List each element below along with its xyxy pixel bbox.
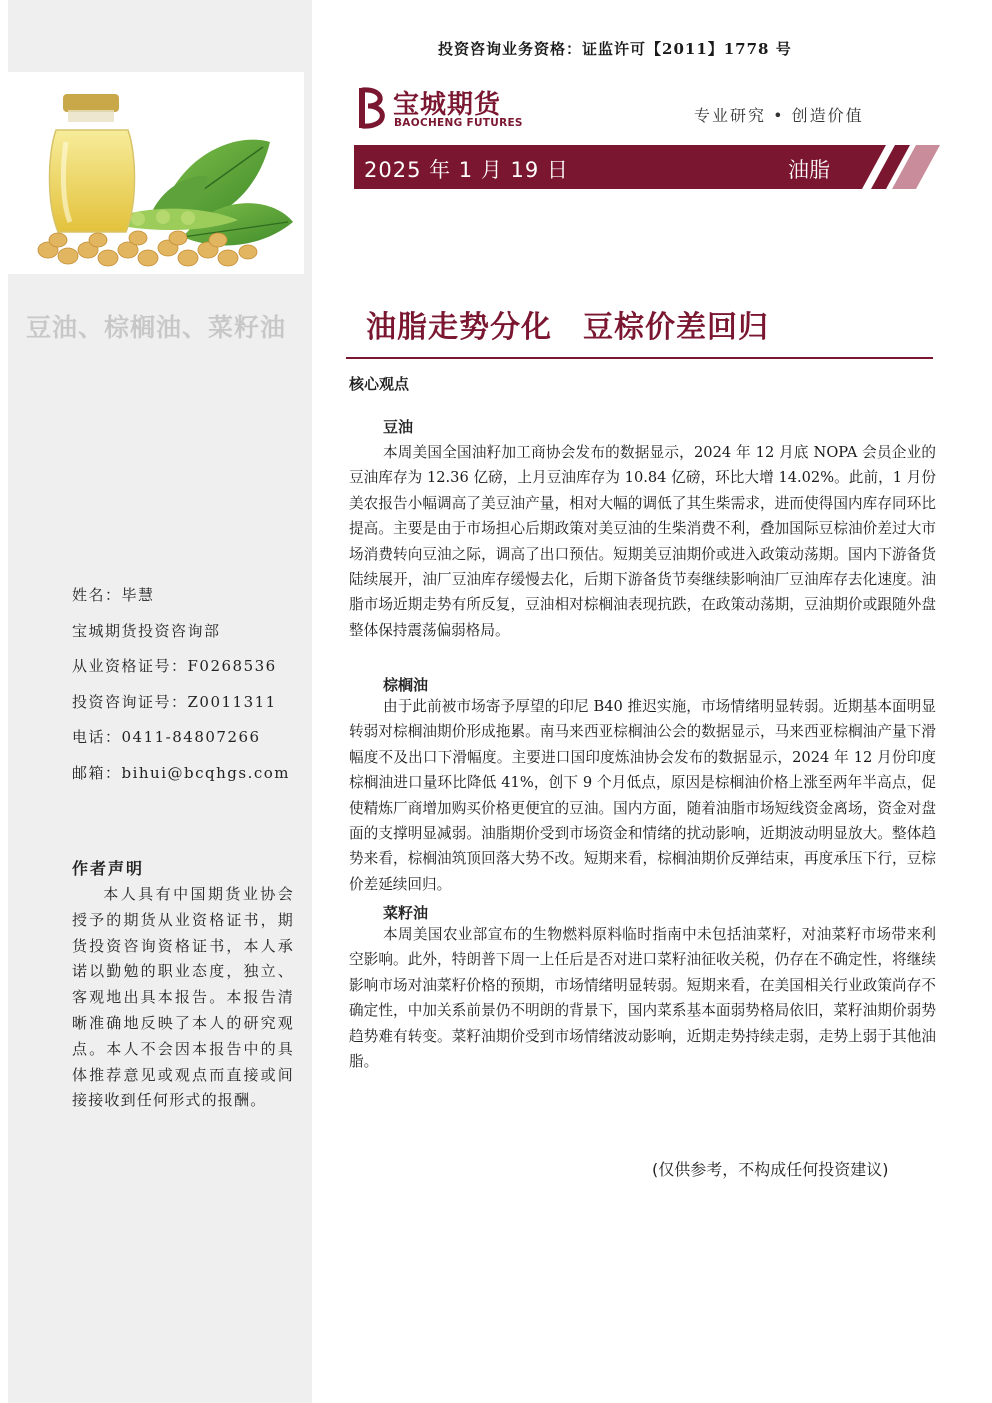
- soybean-oil-paragraph: 本周美国全国油籽加工商协会发布的数据显示，2024 年 12 月底 NOPA 会员企业的豆油库存为 12.36 亿磅，上月豆油库存为 10.84 亿磅，环比大增 14.02%。此前，1 月份美农报告小幅调高了美豆油产量，相对大幅的调低了其生柴需求，进而使得国内库存同环比提高。主要是由于市场担心后期政策对美豆油的生柴消费不利，叠加国际豆棕油价差过大市场消费转向豆油之际，调高了出口预估。短期美豆油期价或进入政策动荡期。国内下游备货陆续展开，油厂豆油库存缓慢去化，后期下游备货节奏继续影响油厂豆油库存去化速度。油脂市场近期走势有所反复，豆油相对棕榈油表现抗跌，在政策动荡期，豆油期价或跟随外盘整体保持震荡偏弱格局。: [349, 444, 936, 639]
- disclaimer: (仅供参考，不构成任何投资建议): [652, 1160, 889, 1179]
- analyst-qualification-number: 从业资格证号：F0268536: [72, 657, 277, 676]
- core-views-heading: 核心观点: [349, 375, 410, 393]
- hero-image: [8, 72, 304, 274]
- analyst-phone: 电话：0411-84807266: [72, 728, 261, 747]
- analyst-advisory-number: 投资咨询证号：Z0011311: [72, 692, 277, 711]
- soybean-oil-illustration: [8, 72, 304, 274]
- palm-oil-heading: 棕榈油: [383, 676, 429, 694]
- report-category: 油脂: [788, 158, 830, 182]
- declaration-title: 作者声明: [72, 859, 145, 878]
- sidebar-products-title: 豆油、棕榈油、菜籽油: [25, 313, 286, 342]
- analyst-department: 宝城期货投资咨询部: [72, 621, 221, 640]
- rapeseed-oil-heading: 菜籽油: [383, 904, 429, 922]
- declaration-body: 本人具有中国期货业协会授予的期货从业资格证书，期货投资咨询资格证书，本人承诺以勤勉的职业态度，独立、客观地出具本报告。本报告清晰准确地反映了本人的研究观点。本人不会因本报告中的具体推荐意见或观点而直接或间接接收到任何形式的报酬。: [72, 885, 294, 1110]
- slogan: 专业研究 • 创造价值: [694, 106, 864, 125]
- sidebar: [8, 0, 312, 1403]
- baocheng-logo-icon: [354, 84, 392, 132]
- report-title: 油脂走势分化 豆棕价差回归: [366, 310, 769, 345]
- title-divider: [346, 357, 933, 359]
- analyst-contact: [72, 584, 290, 798]
- analyst-name: 姓名：毕慧: [72, 586, 155, 604]
- palm-oil-paragraph: 由于此前被市场寄予厚望的印尼 B40 推迟实施，市场情绪明显转弱。近期基本面明显转弱对棕榈油期价形成拖累。南马来西亚棕榈油公会的数据显示，马来西亚棕榈油产量下滑幅度不及出口下滑幅度。主要进口国印度炼油协会发布的数据显示，2024 年 12 月份印度棕榈油进口量环比降低 41%，创下 9 个月低点，原因是棕榈油价格上涨至两年半高点，促使精炼厂商增加购买价格更便宜的豆油。国内方面，随着油脂市场短线资金离场，资金对盘面的支撑明显减弱。油脂期价受到市场资金和情绪的扰动影响，近期波动明显放大。整体趋势来看，棕榈油筑顶回落大势不改。短期来看，棕榈油期价反弹结束，再度承压下行，豆棕价差延续回归。: [349, 698, 936, 893]
- declaration-text: [72, 882, 294, 1114]
- soybean-oil-heading: 豆油: [383, 418, 414, 436]
- company-name-en: BAOCHENG FUTURES: [394, 117, 523, 129]
- report-date: 2025 年 1 月 19 日: [364, 158, 569, 182]
- rapeseed-oil-paragraph: 本周美国农业部宣布的生物燃料原料临时指南中未包括油菜籽，对油菜籽市场带来利空影响。此外，特朗普下周一上任后是否对进口菜籽油征收关税，仍存在不确定性，将继续影响市场对油菜籽价格的预期，市场情绪明显转弱。短期来看，在美国相关行业政策尚存不确定性，中加关系前景仍不明朗的背景下，国内菜系基本面弱势格局依旧，菜籽油期价弱势趋势难有转变。菜籽油期价受到市场情绪波动影响，近期走势持续走弱，走势上弱于其他油脂。: [349, 926, 936, 1071]
- company-name-cn: 宝城期货: [393, 90, 502, 120]
- date-banner: [354, 145, 940, 189]
- analyst-email[interactable]: 邮箱：bihui@bcqhgs.com: [72, 763, 291, 782]
- company-logo: [354, 84, 524, 132]
- license-line: 投资咨询业务资格：证监许可【2011】1778 号: [438, 40, 792, 58]
